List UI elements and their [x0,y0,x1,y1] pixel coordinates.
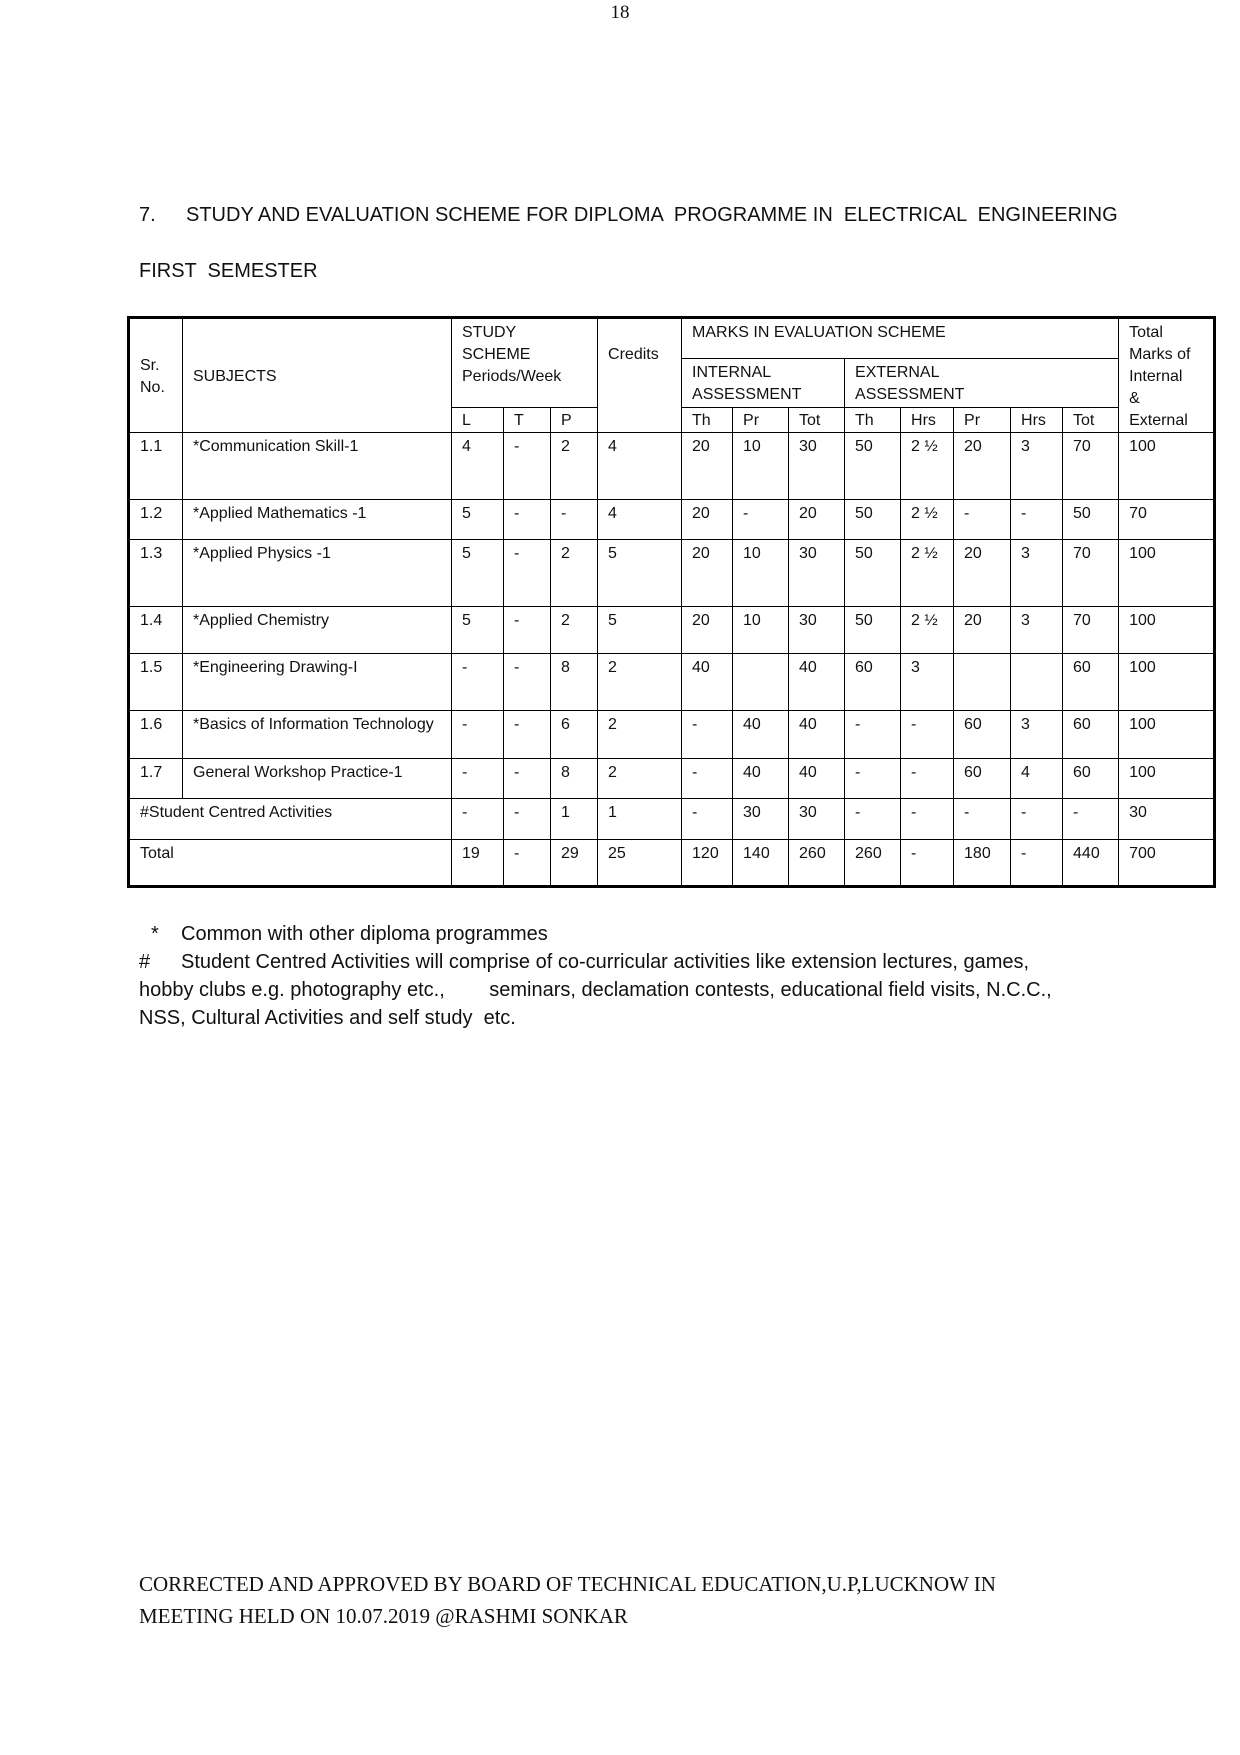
internal-total: 40 [789,654,845,711]
study-scheme-header: STUDY SCHEME Periods/Week [452,318,598,408]
footnote-activities-end: NSS, Cultural Activities and self study etc. [139,1007,516,1029]
total-marks: 700 [1119,840,1215,887]
total-marks: 100 [1119,433,1215,500]
external-practical-hours: 3 [1011,540,1063,607]
tutorial-periods: - [504,433,551,500]
totals-row [129,840,1215,887]
external-theory: 50 [845,433,901,500]
internal-theory: 20 [682,607,733,654]
footer-line-1: CORRECTED AND APPROVED BY BOARD OF TECHNICAL EDUCATION,U.P,LUCKNOW IN [139,1572,996,1596]
subject-name: *Applied Physics -1 [183,540,452,607]
external-assessment-header: EXTERNAL ASSESSMENT [845,359,1119,407]
lecture-periods: - [452,759,504,799]
lecture-periods: 19 [452,840,504,887]
external-total: 60 [1063,759,1119,799]
external-practical-hours: 3 [1011,711,1063,759]
external-practical-hours: - [1011,840,1063,887]
subject-name: *Applied Chemistry [183,607,452,654]
tutorial-periods: - [504,799,551,840]
table-row [129,540,1215,607]
external-theory-hours: 2 ½ [901,500,954,540]
total-marks: 100 [1119,711,1215,759]
col-header-int-pr: Pr [733,407,789,432]
sr-no: 1.5 [129,654,183,711]
col-header-ext-th: Th [845,407,901,432]
internal-practical: 140 [733,840,789,887]
approval-footer [139,1568,996,1632]
subject-name: *Engineering Drawing-I [183,654,452,711]
external-total: 50 [1063,500,1119,540]
external-practical-hours: 3 [1011,433,1063,500]
external-theory: 260 [845,840,901,887]
credits: 4 [598,500,682,540]
external-theory-hours: - [901,799,954,840]
subject-name: *Communication Skill-1 [183,433,452,500]
subject-name: *Applied Mathematics -1 [183,500,452,540]
external-theory-hours: 2 ½ [901,607,954,654]
footnote-activities-cont: hobby clubs e.g. photography etc., seminars, declamation contests, educational field visits, N.C.C., [139,979,1052,1001]
external-theory-hours: - [901,711,954,759]
col-header-p: P [551,407,598,432]
external-theory: 50 [845,607,901,654]
evaluation-scheme-table [127,316,1216,888]
practical-periods: 29 [551,840,598,887]
subject-name: *Basics of Information Technology [183,711,452,759]
practical-periods: 8 [551,654,598,711]
tutorial-periods: - [504,654,551,711]
totals-label: Total [129,840,452,887]
internal-theory: 20 [682,433,733,500]
external-practical-hours: 4 [1011,759,1063,799]
tutorial-periods: - [504,711,551,759]
internal-theory: 120 [682,840,733,887]
sr-no: 1.2 [129,500,183,540]
table-row [129,654,1215,711]
external-practical-hours: - [1011,500,1063,540]
external-theory-hours: 3 [901,654,954,711]
practical-periods: 2 [551,607,598,654]
external-theory-hours: - [901,840,954,887]
internal-practical [733,654,789,711]
sr-no: 1.3 [129,540,183,607]
table-row [129,711,1215,759]
footer-line-2: MEETING HELD ON 10.07.2019 @RASHMI SONKAR [139,1604,628,1628]
external-practical-hours: 3 [1011,607,1063,654]
semester-title: FIRST SEMESTER [139,260,318,282]
total-marks: 70 [1119,500,1215,540]
internal-theory: - [682,799,733,840]
external-theory: 60 [845,654,901,711]
internal-total: 30 [789,540,845,607]
col-header-ext-th-hrs: Hrs [901,407,954,432]
external-practical: 60 [954,711,1011,759]
credits: 25 [598,840,682,887]
page-number: 18 [610,2,630,23]
table-row [129,433,1215,500]
activities-row [129,799,1215,840]
hash-symbol: # [139,951,151,973]
practical-periods: 8 [551,759,598,799]
tutorial-periods: - [504,607,551,654]
internal-practical: 30 [733,799,789,840]
col-header-ext-pr-hrs: Hrs [1011,407,1063,432]
internal-total: 40 [789,759,845,799]
internal-total: 30 [789,607,845,654]
asterisk-symbol: * [151,923,159,945]
practical-periods: 2 [551,540,598,607]
section-number: 7. [139,204,156,226]
sr-no-header: Sr. No. [129,318,183,433]
credits: 1 [598,799,682,840]
internal-total: 30 [789,799,845,840]
credits: 2 [598,654,682,711]
section-heading [139,204,1118,227]
internal-total: 30 [789,433,845,500]
lecture-periods: 5 [452,607,504,654]
lecture-periods: - [452,799,504,840]
external-practical [954,654,1011,711]
external-theory: - [845,759,901,799]
external-total: 70 [1063,540,1119,607]
tutorial-periods: - [504,759,551,799]
total-marks: 100 [1119,540,1215,607]
total-marks: 100 [1119,654,1215,711]
internal-total: 260 [789,840,845,887]
total-marks: 100 [1119,759,1215,799]
lecture-periods: - [452,654,504,711]
internal-theory: - [682,711,733,759]
internal-theory: - [682,759,733,799]
external-practical: 60 [954,759,1011,799]
table-row [129,607,1215,654]
external-theory: 50 [845,540,901,607]
external-theory-hours: - [901,759,954,799]
external-total: 60 [1063,654,1119,711]
internal-practical: 40 [733,759,789,799]
marks-evaluation-header: MARKS IN EVALUATION SCHEME [682,318,1119,359]
credits: 2 [598,759,682,799]
table-row [129,500,1215,540]
internal-practical: 10 [733,540,789,607]
footnote-activities: # Student Centred Activities will comprise of co-curricular activities like extension lectures, games, [139,948,1119,976]
practical-periods: 2 [551,433,598,500]
external-practical: 20 [954,433,1011,500]
external-practical: - [954,500,1011,540]
tutorial-periods: - [504,840,551,887]
col-header-t: T [504,407,551,432]
practical-periods: 6 [551,711,598,759]
external-practical: 180 [954,840,1011,887]
table-row [129,759,1215,799]
total-marks-header: Total Marks of Internal & External [1119,318,1215,433]
internal-theory: 20 [682,500,733,540]
internal-practical: 10 [733,607,789,654]
lecture-periods: 5 [452,500,504,540]
internal-total: 20 [789,500,845,540]
external-practical: - [954,799,1011,840]
total-marks: 100 [1119,607,1215,654]
external-practical-hours [1011,654,1063,711]
footnotes [139,920,1119,1032]
subject-name: General Workshop Practice-1 [183,759,452,799]
col-header-ext-tot: Tot [1063,407,1119,432]
footnote-common: * Common with other diploma programmes [139,920,1119,948]
lecture-periods: 5 [452,540,504,607]
internal-total: 40 [789,711,845,759]
sr-no: 1.4 [129,607,183,654]
section-title: STUDY AND EVALUATION SCHEME FOR DIPLOMA PROGRAMME IN ELECTRICAL ENGINEERING [186,204,1118,226]
external-practical: 20 [954,607,1011,654]
external-theory-hours: 2 ½ [901,540,954,607]
external-practical: 20 [954,540,1011,607]
credits: 5 [598,540,682,607]
external-theory: - [845,711,901,759]
lecture-periods: - [452,711,504,759]
external-total: - [1063,799,1119,840]
col-header-int-tot: Tot [789,407,845,432]
external-total: 70 [1063,607,1119,654]
credits: 5 [598,607,682,654]
sr-no: 1.6 [129,711,183,759]
col-header-ext-pr: Pr [954,407,1011,432]
credits-header: Credits [598,318,682,433]
internal-assessment-header: INTERNAL ASSESSMENT [682,359,845,407]
external-total: 60 [1063,711,1119,759]
external-theory: 50 [845,500,901,540]
subjects-header: SUBJECTS [183,318,452,433]
tutorial-periods: - [504,500,551,540]
total-marks: 30 [1119,799,1215,840]
internal-practical: - [733,500,789,540]
sr-no: 1.1 [129,433,183,500]
external-theory-hours: 2 ½ [901,433,954,500]
external-theory: - [845,799,901,840]
col-header-l: L [452,407,504,432]
practical-periods: - [551,500,598,540]
external-total: 440 [1063,840,1119,887]
practical-periods: 1 [551,799,598,840]
internal-practical: 40 [733,711,789,759]
internal-practical: 10 [733,433,789,500]
col-header-int-th: Th [682,407,733,432]
external-total: 70 [1063,433,1119,500]
external-practical-hours: - [1011,799,1063,840]
activities-label: #Student Centred Activities [129,799,452,840]
lecture-periods: 4 [452,433,504,500]
internal-theory: 40 [682,654,733,711]
credits: 2 [598,711,682,759]
internal-theory: 20 [682,540,733,607]
credits: 4 [598,433,682,500]
sr-no: 1.7 [129,759,183,799]
tutorial-periods: - [504,540,551,607]
